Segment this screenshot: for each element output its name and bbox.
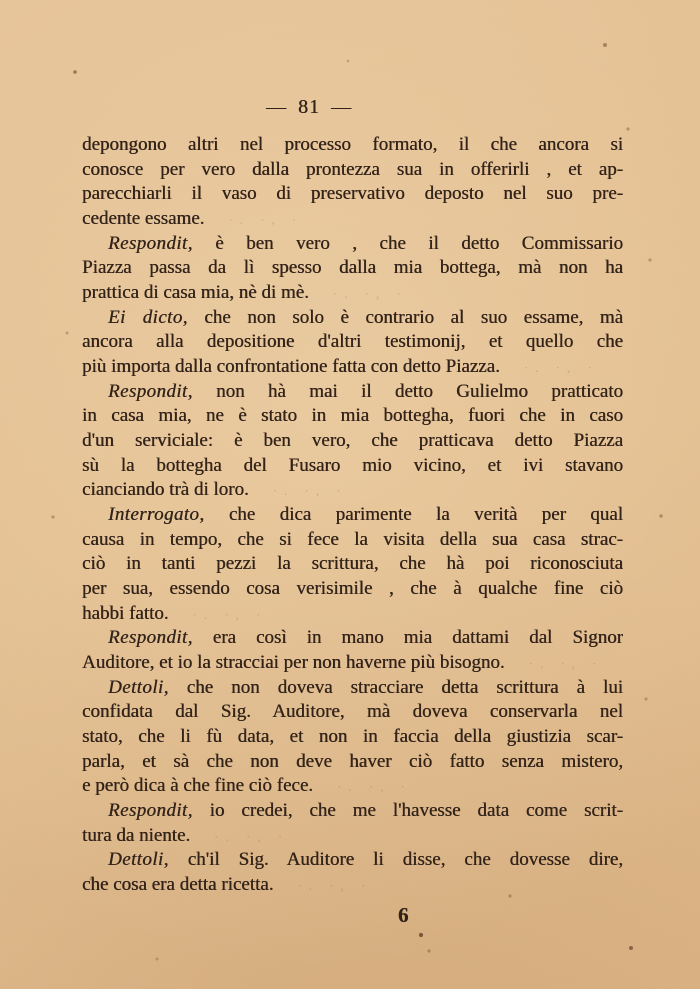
text-line: cianciando trà di loro. ·. ·, ·: [82, 478, 623, 503]
paragraph: [82, 503, 623, 626]
paragraph-lead-word: Respondit,: [108, 800, 193, 822]
text-line: causa in tempo, che si fece la visita della sua casa strac-: [82, 528, 623, 550]
text-line: stato, che li fù data, et non in faccia della giustizia scar-: [82, 726, 623, 748]
text-line: Piazza passa da lì spesso dalla mia bottega, mà non ha: [82, 257, 623, 279]
text-line: habbi fatto. ·. ·, ·: [82, 602, 623, 627]
text-line: Interrogato, che dica parimente la verità per qual: [108, 504, 623, 526]
text-line: confidata dal Sig. Auditore, mà doveva conservarla nel: [82, 701, 623, 723]
text-line: in casa mia, ne è stato in mia bottegha, fuori che in caso: [82, 405, 623, 427]
text-line: Respondit, era così in mano mia dattami dal Signor: [108, 627, 623, 649]
paragraph: [82, 676, 623, 799]
text-line: ancora alla depositione d'altri testimonij, et quello che: [82, 331, 623, 353]
paragraph-lead-word: Respondit,: [108, 380, 193, 402]
paragraph: [82, 133, 623, 232]
paragraph-lead-word: Respondit,: [108, 627, 193, 649]
text-line: per sua, essendo cosa verisimile , che à qualche fine ciò: [82, 578, 623, 600]
paragraph: [82, 232, 623, 306]
text-line: conosce per vero dalla prontezza sua in offerirli , et ap-: [82, 158, 623, 180]
paragraph: [82, 799, 623, 848]
text-line: parecchiarli il vaso di preservativo deposto nel suo pre-: [82, 183, 623, 205]
text-line: sù la bottegha del Fusaro mio vicino, et ivi stavano: [82, 454, 623, 476]
text-line: parla, et sà che non deve haver ciò fatto senza mistero,: [82, 750, 623, 772]
text-line: che cosa era detta ricetta. ·. ·, ·: [82, 873, 623, 898]
text-line: cedente essame. ·. ·, ·: [82, 207, 623, 232]
paragraph-lead-word: Respondit,: [108, 232, 193, 254]
paragraph-lead-word: Dettoli,: [108, 676, 169, 698]
text-line: Dettoli, ch'il Sig. Auditore li disse, che dovesse dire,: [108, 849, 623, 871]
text-line: ciò in tanti pezzi la scrittura, che hà poi riconosciuta: [82, 553, 623, 575]
text-line: Ei dicto, che non solo è contrario al suo essame, mà: [108, 306, 623, 328]
paragraph: [82, 626, 623, 675]
text-line: e però dica à che fine ciò fece. ·. ·, ·: [82, 774, 623, 799]
paragraph: [82, 306, 623, 380]
signature-mark: 6: [398, 903, 409, 927]
text-line: più importa dalla confrontatione fatta con detto Piazza. ·. ·, ·: [82, 355, 623, 380]
text-line: Respondit, è ben vero , che il detto Commissario: [108, 232, 623, 254]
paragraph-lead-word: Ei dicto,: [108, 306, 188, 328]
paragraph: [82, 380, 623, 503]
page-text: [82, 133, 623, 898]
scan-specks: [0, 0, 2, 2]
text-line: d'un serviciale: è ben vero, che pratticava detto Piazza: [82, 430, 623, 452]
paragraph-lead-word: Dettoli,: [108, 849, 169, 871]
page-number-header: — 81 —: [266, 96, 352, 118]
text-line: Respondit, io credei, che me l'havesse data come scrit-: [108, 800, 623, 822]
text-line: Respondit, non hà mai il detto Gulielmo pratticato: [108, 380, 623, 402]
text-line: Auditore, et io la stracciai per non haverne più bisogno. ·. ·, ·: [82, 651, 623, 676]
text-line: Dettoli, che non doveva stracciare detta scrittura à lui: [108, 676, 623, 698]
paragraph: [82, 848, 623, 897]
text-line: depongono altri nel processo formato, il che ancora si: [82, 134, 623, 155]
text-line: prattica di casa mia, nè di mè. ·. ·, ·: [82, 281, 623, 306]
text-line: tura da niente. ·. ·, ·: [82, 824, 623, 849]
paragraph-lead-word: Interrogato,: [108, 504, 205, 526]
